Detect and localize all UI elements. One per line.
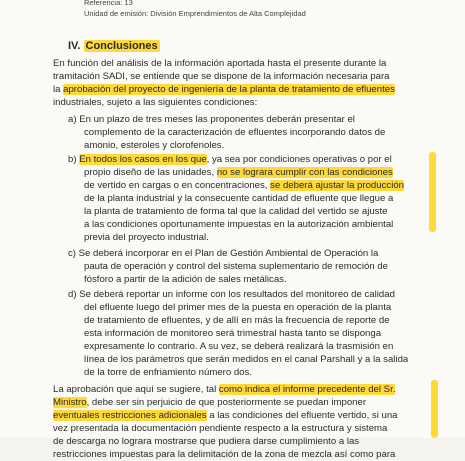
intro-line-2: tramitación SADI, se entiende que se dispone de la información necesaria para — [53, 71, 390, 82]
item-d-line-6: línea de los parámetros que serán medidos en el canal Parshall y a la salida — [84, 354, 409, 365]
item-c-line-2: pauta de operación y control del sistema suplementario de remoción de — [84, 261, 388, 272]
item-d-line-3: de tratamiento de efluentes, y de allí en más la frecuencia de reporte de — [84, 315, 390, 326]
item-a-line-2: complemento de la caracterización de efluentes incorporando datos de — [84, 127, 386, 138]
highlight-minister: Ministro — [53, 397, 87, 408]
intro-line-1: En función del análisis de la información aportada hasta el presente durante la — [53, 58, 387, 69]
item-d-line-1: d) Se deberá reportar un informe con los resultados del monitoreo de calidad — [68, 289, 395, 300]
item-c-line-1: c) Se deberá incorporar en el Plan de Gestión Ambiental de Operación la — [68, 248, 379, 259]
item-a-line-3: amonio, esteroles y clorofenoles. — [84, 140, 225, 151]
item-d-line-5: expresamente lo contrario. A su vez, se deberá realizará la trasmisión en — [84, 341, 394, 352]
margin-highlight-bar-closing — [431, 380, 438, 438]
closing-line-2: Ministro, debe ser sin perjuicio de que posteriormente se puedan imponer — [53, 397, 367, 408]
intro-line-3: la aprobación del proyecto de ingeniería de la planta de tratamiento de efluentes — [53, 84, 395, 95]
closing-line-6: restricciones impuestas para la delimitación de la zona de mezcla así como para — [53, 449, 396, 460]
item-d-line-2: del efluente luego del primer mes de la puesta en operación de la planta — [84, 302, 392, 313]
reference-line: Referencia: 13 — [84, 0, 133, 7]
section-heading — [68, 40, 160, 52]
item-c-line-3: fósforo a partir de la adición de sales metálicas. — [84, 274, 287, 285]
highlight-not-comply: no se lograra cumplir con las condiciones — [216, 167, 393, 178]
item-b-line-7: previa del proyecto industrial. — [84, 232, 209, 243]
item-b-line-4: de la planta industrial y la consecuente cantidad de efluente que llegue a — [84, 193, 394, 204]
item-b-line-6: a las condiciones oportunamente impuestas en la autorización ambiental — [84, 219, 394, 230]
highlight-additional-restrictions: eventuales restricciones adicionales — [53, 410, 207, 421]
item-b-line-3: de vertido en cargas o en concentraciones, se deberá ajustar la producción — [84, 180, 405, 191]
item-d-line-7: de la torre de enfriamiento número dos. — [84, 367, 252, 378]
highlight-approval: aprobación del proyecto de ingeniería de la planta de tratamiento de efluentes — [63, 84, 395, 95]
highlight-report-minister: como indica el informe precedente del Sr. — [218, 384, 396, 395]
section-title: Conclusiones — [85, 40, 158, 52]
highlight-adjust-production: se deberá ajustar la producción — [270, 180, 405, 191]
section-number: IV. — [68, 40, 81, 52]
highlight-all-cases: En todos los casos en los que — [79, 154, 207, 165]
closing-line-3: eventuales restricciones adicionales a las condiciones del efluente vertido, si una — [53, 410, 398, 421]
item-b-line-1: b) En todos los casos en los que, ya sea por condiciones operativas o por el — [68, 154, 392, 165]
closing-line-1: La aprobación que aquí se sugiere, tal como indica el informe precedente del Sr. — [53, 384, 396, 395]
item-d-line-4: esta información de monitoreo será trimestral hasta tanto se disponga — [84, 328, 382, 339]
intro-line-4: industriales, sujeto a las siguientes condiciones: — [53, 97, 258, 108]
item-b-line-5: la planta de tratamiento de forma tal que la calidad del vertido se ajuste — [84, 206, 388, 217]
issuing-unit-line: Unidad de emisión: División Emprendimientos de Alta Complejidad — [84, 9, 306, 18]
item-a-line-1: a) En un plazo de tres meses las proponentes deberán presentar el — [68, 114, 355, 125]
margin-highlight-bar-b — [429, 152, 436, 232]
item-b-line-2: propio diseño de las unidades, no se lograra cumplir con las condiciones — [84, 167, 393, 178]
closing-line-5: de descarga no lograra mostrarse que pudiera darse cumplimiento a las — [53, 436, 360, 447]
closing-line-4: vez presentada la documentación pendiente respecto a la estructura y sistema — [53, 423, 388, 434]
